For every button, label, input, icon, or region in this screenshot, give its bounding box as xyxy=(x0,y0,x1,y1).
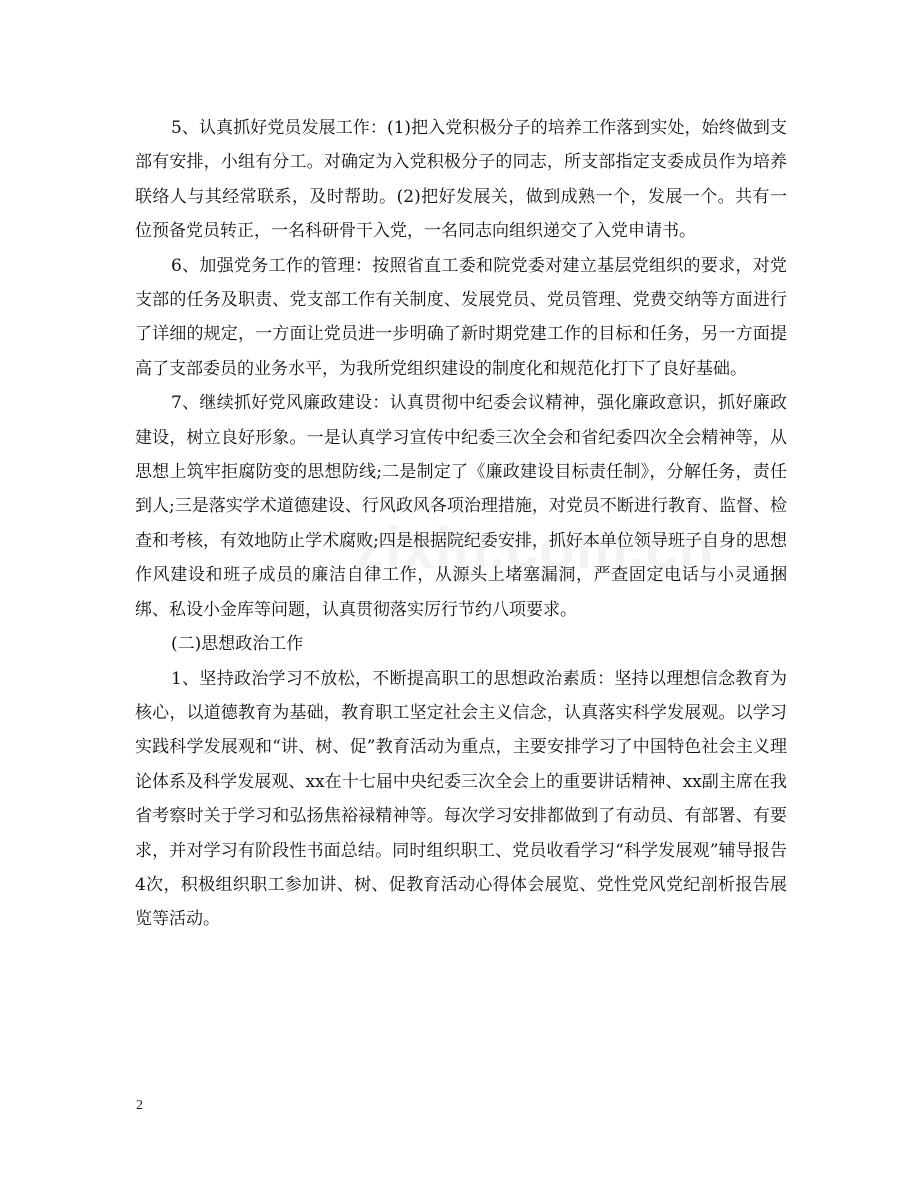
page-number: 2 xyxy=(136,1098,143,1113)
document-body xyxy=(135,111,787,937)
paragraph-item-5: 5、认真抓好党员发展工作：(1)把入党积极分子的培养工作落到实处，始终做到支部有安排，小组有分工。对确定为入党积极分子的同志，所支部指定支委成员作为培养联络人与其经常联系，及时帮助。(2)把好发展关，做到成熟一个，发展一个。共有一位预备党员转正，一名科研骨干入党，一名同志向组织递交了入党申请书。 xyxy=(135,118,787,242)
paragraph-item-1: 1、坚持政治学习不放松，不断提高职工的思想政治素质：坚持以理想信念教育为核心，以道德教育为基础，教育职工坚定社会主义信念，认真落实科学发展观。以学习实践科学发展观和“讲、树、促”教育活动为重点，主要安排学习了中国特色社会主义理论体系及科学发展观、xx在十七届中央纪委三次全会上的重要讲话精神、xx副主席在我省考察时关于学习和弘扬焦裕禄精神等。每次学习安排都做到了有动员、有部署、有要求，并对学习有阶段性书面总结。同时组织职工、党员收看学习“科学发展观”辅导报告4次，积极组织职工参加讲、树、促教育活动心得体会展览、党性党风党纪剖析报告展览等活动。 xyxy=(135,668,787,930)
paragraph-item-6: 6、加强党务工作的管理：按照省直工委和院党委对建立基层党组织的要求，对党支部的任务及职责、党支部工作有关制度、发展党员、党员管理、党费交纳等方面进行了详细的规定，一方面让党员进一步明确了新时期党建工作的目标和任务，另一方面提高了支部委员的业务水平，为我所党组织建设的制度化和规范化打下了良好基础。 xyxy=(135,255,787,379)
section-heading: (二)思想政治工作 xyxy=(171,634,304,655)
paragraph-item-7: 7、继续抓好党风廉政建设：认真贯彻中纪委会议精神，强化廉政意识，抓好廉政建设，树立良好形象。一是认真学习宣传中纪委三次全会和省纪委四次全会精神等，从思想上筑牢拒腐防变的思想防线;二是制定了《廉政建设目标责任制》，分解任务，责任到人;三是落实学术道德建设、行风政风各项治理措施，对党员不断进行教育、监督、检查和考核，有效地防止学术腐败;四是根据院纪委安排，抓好本单位领导班子自身的思想作风建设和班子成员的廉洁自律工作，从源头上堵塞漏洞，严查固定电话与小灵通捆绑、私设小金库等问题，认真贯彻落实厉行节约八项要求。 xyxy=(135,393,787,620)
